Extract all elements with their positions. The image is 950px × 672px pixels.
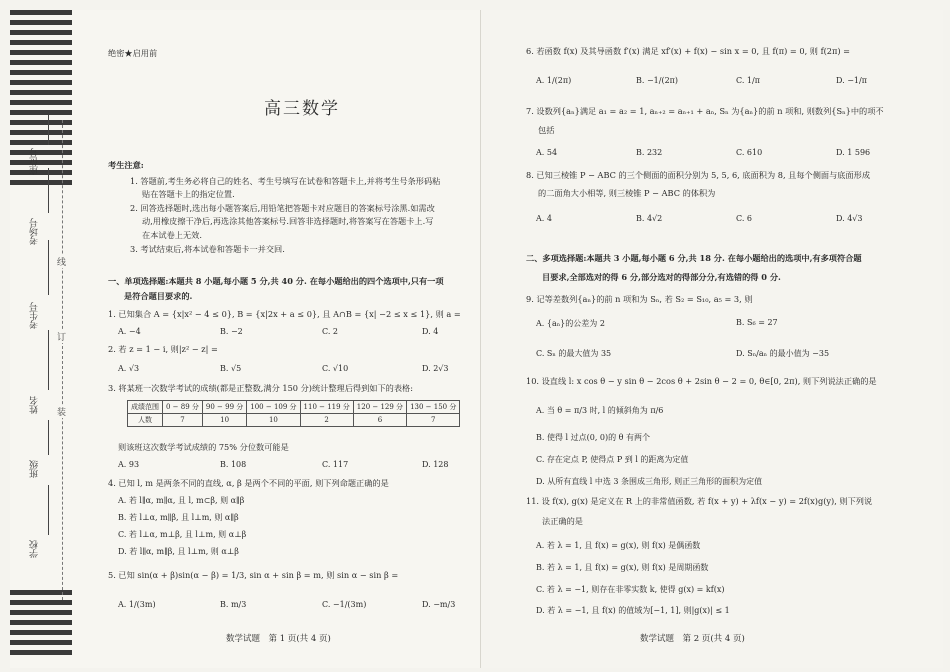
option: D. 4√3 <box>836 214 863 223</box>
option: B. 若 λ = 1, 且 f(x) = g(x), 则 f(x) 是周期函数 <box>536 563 709 572</box>
notice-line: 3. 考试结束后,将本试卷和答题卡一并交回. <box>130 244 285 254</box>
option: D. 1 596 <box>836 148 871 157</box>
option: D. −1/π <box>836 76 867 85</box>
notice-title: 考生注意: <box>108 160 144 170</box>
table-cell: 人数 <box>128 414 163 427</box>
cut-word: 订 <box>57 330 66 343</box>
option: B. √5 <box>220 364 242 373</box>
option: A. √3 <box>118 364 140 373</box>
notice-line: 在本试卷上无效. <box>142 230 202 240</box>
option: C. Sₙ 的最大值为 35 <box>536 349 612 358</box>
question-9-stem: 9. 记等差数列{aₙ}的前 n 项和为 Sₙ, 若 S₂ = S₁₀, a₅ = 3, 则 <box>526 294 753 304</box>
option: D. 从所有直线 l 中选 3 条围成三角形, 则正三角形的面积为定值 <box>536 477 763 486</box>
option: A. 若 l∥α, m∥α, 且 l, m⊂β, 则 α∥β <box>118 496 245 505</box>
question-4-stem: 4. 已知 l, m 是两条不同的直线, α, β 是两个不同的平面, 则下列命题正确的是 <box>108 478 389 488</box>
section-heading: 是符合题目要求的. <box>124 291 193 301</box>
fill-line <box>48 420 49 455</box>
table-row <box>128 414 460 427</box>
option: C. 存在定点 P, 使得点 P 到 l 的距离为定值 <box>536 455 689 464</box>
option: D. 若 l∥α, m∥β, 且 l⊥m, 则 α⊥β <box>118 547 239 556</box>
option: C. 1/π <box>736 76 760 85</box>
notice-line: 2. 回答选择题时,选出每小题答案后,用铅笔把答题卡对应题目的答案标号涂黑.如需改 <box>130 203 435 213</box>
table-cell: 2 <box>300 414 353 427</box>
option: B. −1/(2π) <box>636 76 679 85</box>
page-footer: 数学试题 第 1 页(共 4 页) <box>226 634 331 644</box>
exam-number-label: 考生号 <box>30 302 40 329</box>
table-cell: 7 <box>407 414 460 427</box>
option: C. 若 λ = −1, 则存在非零实数 k, 使得 g(x) = kf(x) <box>536 585 725 594</box>
page-footer: 数学试题 第 2 页(共 4 页) <box>640 634 745 644</box>
option: A. {aₙ}的公差为 2 <box>536 319 605 328</box>
option: A. 1/(3m) <box>118 600 156 609</box>
question-6-stem: 6. 若函数 f(x) 及其导函数 f′(x) 满足 xf′(x) + f(x) − sin x = 0, 且 f(π) = 0, 则 f(2π) = <box>526 46 851 56</box>
table-cell: 0 − 89 分 <box>163 401 203 414</box>
school-label: 学校 <box>30 540 40 558</box>
table-cell: 7 <box>163 414 203 427</box>
option: C. 610 <box>736 148 763 157</box>
cut-word: 装 <box>57 405 66 418</box>
option: B. 4√2 <box>636 214 663 223</box>
option: B. S₆ = 27 <box>736 318 778 327</box>
fill-line <box>48 168 49 213</box>
option: A. 4 <box>536 214 552 223</box>
option: C. 6 <box>736 214 753 223</box>
score-table <box>127 400 460 427</box>
option: A. 1/(2π) <box>536 76 572 85</box>
fill-line <box>48 485 49 535</box>
option: A. 93 <box>118 460 140 469</box>
option: C. −1/(3m) <box>322 600 367 609</box>
option: A. −4 <box>118 327 141 336</box>
binding-cut-line <box>62 120 64 600</box>
class-label: 班级 <box>30 460 40 478</box>
question-10-stem: 10. 设直线 l: x cos θ − y sin θ − 2cos θ + 2sin θ − 2 = 0, θ∈[0, 2π), 则下列说法正确的是 <box>526 376 877 386</box>
section-heading: 二、多项选择题:本题共 3 小题,每小题 6 分,共 18 分. 在每小题给出的选项中,有多项符合题 <box>526 253 862 263</box>
notice-line: 动,用橡皮擦干净后,再选涂其他答案标号.回答非选择题时,将答案写在答题卡上.写 <box>142 216 434 226</box>
confidential-mark: 绝密★启用前 <box>108 48 158 58</box>
notice-line: 1. 答题前,考生务必将自己的姓名、考生号填写在试卷和答题卡上,并将考生号条形码粘 <box>130 176 441 186</box>
section-heading: 目要求,全部选对的得 6 分,部分选对的得部分分,有选错的得 0 分. <box>542 272 781 282</box>
question-3-follow: 则该班这次数学考试成绩的 75% 分位数可能是 <box>118 442 289 452</box>
table-cell: 成绩范围 <box>128 401 163 414</box>
section-heading: 一、单项选择题:本题共 8 小题,每小题 5 分,共 40 分. 在每小题给出的四个选项中,只有一项 <box>108 276 444 286</box>
option: B. 若 l⊥α, m∥β, 且 l⊥m, 则 α∥β <box>118 513 239 522</box>
table-cell: 90 − 99 分 <box>202 401 246 414</box>
option: B. 232 <box>636 148 663 157</box>
table-cell: 10 <box>202 414 246 427</box>
option: D. 2√3 <box>422 364 449 373</box>
option: B. m/3 <box>220 600 247 609</box>
question-8-stem-cont: 的二面角大小相等, 则三棱锥 P − ABC 的体积为 <box>538 188 716 198</box>
option: C. 2 <box>322 327 339 336</box>
question-11-stem-cont: 法正确的是 <box>542 516 583 526</box>
option: B. 108 <box>220 460 247 469</box>
option: D. 若 λ = −1, 且 f(x) 的值域为[−1, 1], 则|g(x)| ≤ 1 <box>536 606 730 615</box>
option: C. 若 l⊥α, m⊥β, 且 l⊥m, 则 α⊥β <box>118 530 247 539</box>
option: C. 117 <box>322 460 349 469</box>
table-cell: 100 − 109 分 <box>247 401 300 414</box>
question-1-stem: 1. 已知集合 A = {x|x² − 4 ≤ 0}, B = {x|2x + a ≤ 0}, 且 A∩B = {x| −2 ≤ x ≤ 1}, 则 a = <box>108 309 461 319</box>
option: A. 若 λ = 1, 且 f(x) = g(x), 则 f(x) 是偶函数 <box>536 541 701 550</box>
option: A. 54 <box>536 148 558 157</box>
option: B. −2 <box>220 327 243 336</box>
option: C. √10 <box>322 364 349 373</box>
question-2-stem: 2. 若 z = 1 − i, 则|z² − z| = <box>108 344 218 354</box>
question-7-stem: 7. 设数列{aₙ}满足 a₁ = a₂ = 1, aₙ₊₂ = aₙ₊₁ + aₙ, Sₙ 为{aₙ}的前 n 项和, 则数列{Sₙ}中的项不 <box>526 106 884 116</box>
table-cell: 110 − 119 分 <box>300 401 353 414</box>
option: A. 当 θ = π/3 时, l 的倾斜角为 π/6 <box>536 406 664 415</box>
fill-line <box>48 330 49 390</box>
seat-number-label: 座位号 <box>30 148 40 175</box>
question-8-stem: 8. 已知三棱锥 P − ABC 的三个侧面的面积分别为 5, 5, 6, 底面积为 8, 且每个侧面与底面形成 <box>526 170 871 180</box>
option: D. −m/3 <box>422 600 456 609</box>
table-cell: 6 <box>353 414 406 427</box>
name-label: 姓名 <box>30 396 40 414</box>
exam-title: 高三数学 <box>264 99 340 119</box>
option: D. Sₙ/aₙ 的最小值为 −35 <box>736 349 830 358</box>
cut-word: 线 <box>57 255 66 268</box>
table-cell: 120 − 129 分 <box>353 401 406 414</box>
fill-line <box>48 115 49 145</box>
question-7-stem-cont: 包括 <box>538 125 555 135</box>
option: B. 使得 l 过点(0, 0)的 θ 有两个 <box>536 433 651 442</box>
table-cell: 130 − 150 分 <box>407 401 460 414</box>
question-3-stem: 3. 将某班一次数学考试的成绩(都是正整数,满分 150 分)统计整理后得到如下的表格: <box>108 383 413 393</box>
option: D. 4 <box>422 327 439 336</box>
option: D. 128 <box>422 460 449 469</box>
notice-line: 贴在答题卡上的指定位置. <box>142 189 235 199</box>
exam-room-label: 考场号 <box>30 218 40 245</box>
barcode-stripes-bottom <box>10 590 72 660</box>
fill-line <box>48 240 49 295</box>
table-cell: 10 <box>247 414 300 427</box>
question-11-stem: 11. 设 f(x), g(x) 是定义在 R 上的非常值函数, 若 f(x + y) + λf(x − y) = 2f(x)g(y), 则下列说 <box>526 496 873 506</box>
question-5-stem: 5. 已知 sin(α + β)sin(α − β) = 1/3, sin α + sin β = m, 则 sin α − sin β = <box>108 570 399 580</box>
table-row <box>128 401 460 414</box>
